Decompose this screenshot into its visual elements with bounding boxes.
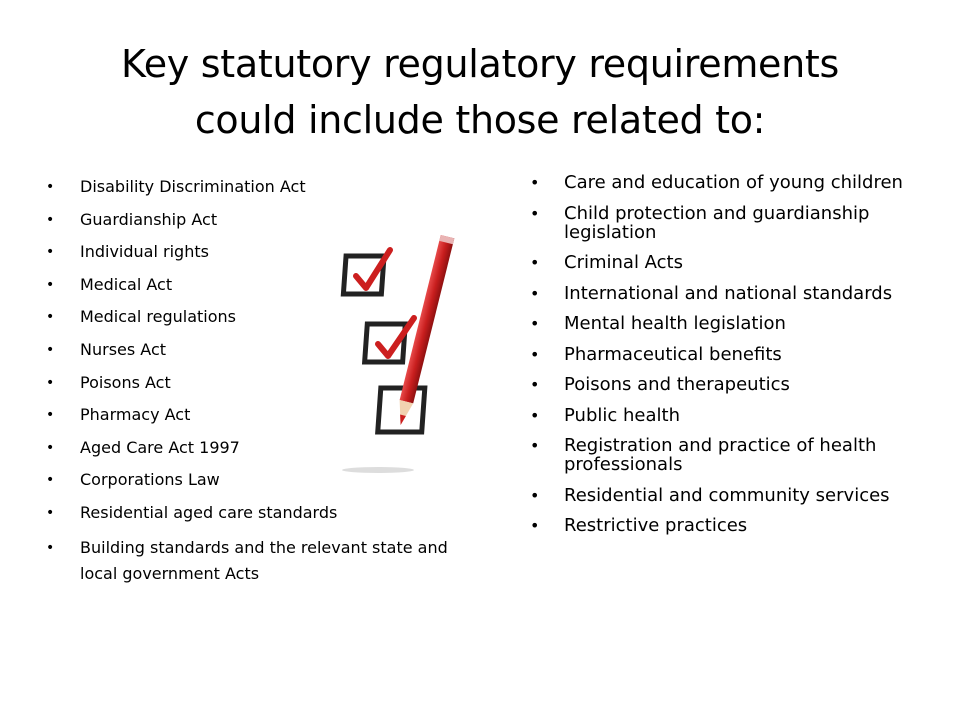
bullet-icon: •: [46, 309, 55, 326]
list-item: [46, 502, 460, 524]
list-item-label: Corporations Law: [80, 470, 220, 490]
list-item: [530, 343, 944, 365]
slide-title-line-1: Key statutory regulatory requirements: [120, 42, 839, 86]
list-item-label: Pharmaceutical benefits: [564, 343, 782, 365]
checklist-pencil-icon: [328, 228, 458, 474]
bullet-icon: •: [46, 407, 55, 424]
list-item: [530, 435, 944, 475]
bullet-icon: •: [530, 436, 540, 455]
list-item-label: Restrictive practices: [564, 515, 748, 536]
list-item-label: Nurses Act: [80, 339, 167, 359]
list-item: [530, 374, 944, 395]
bullet-icon: •: [530, 405, 540, 425]
bullet-icon: •: [530, 485, 540, 505]
list-item: [530, 282, 944, 304]
list-item-label: Criminal Acts: [564, 252, 683, 273]
bullet-icon: •: [530, 203, 540, 223]
list-item-label: Mental health legislation: [564, 313, 786, 334]
list-item-label: Disability Discrimination Act: [80, 177, 306, 196]
list-item-label: Public health: [564, 404, 680, 426]
bullet-icon: •: [530, 283, 540, 303]
bullet-icon: •: [46, 504, 55, 521]
bullet-icon: •: [46, 374, 55, 391]
list-item-label: Registration and practice of health professionals: [564, 435, 877, 475]
list-item-label: Individual rights: [80, 242, 209, 262]
list-item-label: Building standards and the relevant state and local government Acts: [80, 537, 448, 583]
bullet-icon: •: [530, 516, 540, 535]
bullet-icon: •: [530, 314, 540, 333]
list-item: [530, 484, 944, 506]
slide-title: [60, 36, 900, 148]
right-requirements-list: [530, 172, 944, 547]
list-item: [46, 535, 460, 587]
bullet-icon: •: [530, 173, 540, 192]
list-item-label: Guardianship Act: [80, 209, 218, 229]
list-item-label: Aged Care Act 1997: [80, 437, 240, 457]
bullet-icon: •: [46, 211, 55, 228]
list-item: [530, 515, 944, 536]
list-item: [530, 313, 944, 334]
list-item-label: Pharmacy Act: [80, 405, 191, 425]
list-item-label: International and national standards: [564, 282, 893, 304]
bullet-icon: •: [530, 344, 540, 364]
list-item: [530, 202, 944, 243]
list-item-label: Medical regulations: [80, 307, 236, 327]
list-item: [530, 252, 944, 273]
slide-title-line-2: could include those related to:: [194, 98, 766, 142]
bullet-icon: •: [530, 375, 540, 394]
list-item: [530, 404, 944, 426]
list-item-label: Care and education of young children: [564, 172, 903, 193]
list-item-label: Poisons and therapeutics: [564, 374, 790, 395]
list-item-label: Residential and community services: [564, 484, 890, 506]
bullet-icon: •: [46, 179, 55, 195]
bullet-icon: •: [46, 341, 55, 358]
bullet-icon: •: [46, 439, 55, 456]
list-item-label: Residential aged care standards: [80, 502, 338, 522]
list-item: [46, 176, 460, 198]
bullet-icon: •: [46, 472, 55, 489]
bullet-icon: •: [530, 253, 540, 272]
bullet-icon: •: [46, 539, 55, 556]
list-item-label: Poisons Act: [80, 372, 171, 392]
list-item: [530, 172, 944, 193]
list-item-label: Medical Act: [80, 274, 173, 294]
bullet-icon: •: [46, 244, 55, 261]
bullet-icon: •: [46, 276, 55, 293]
list-item-label: Child protection and guardianship legislation: [564, 202, 870, 243]
